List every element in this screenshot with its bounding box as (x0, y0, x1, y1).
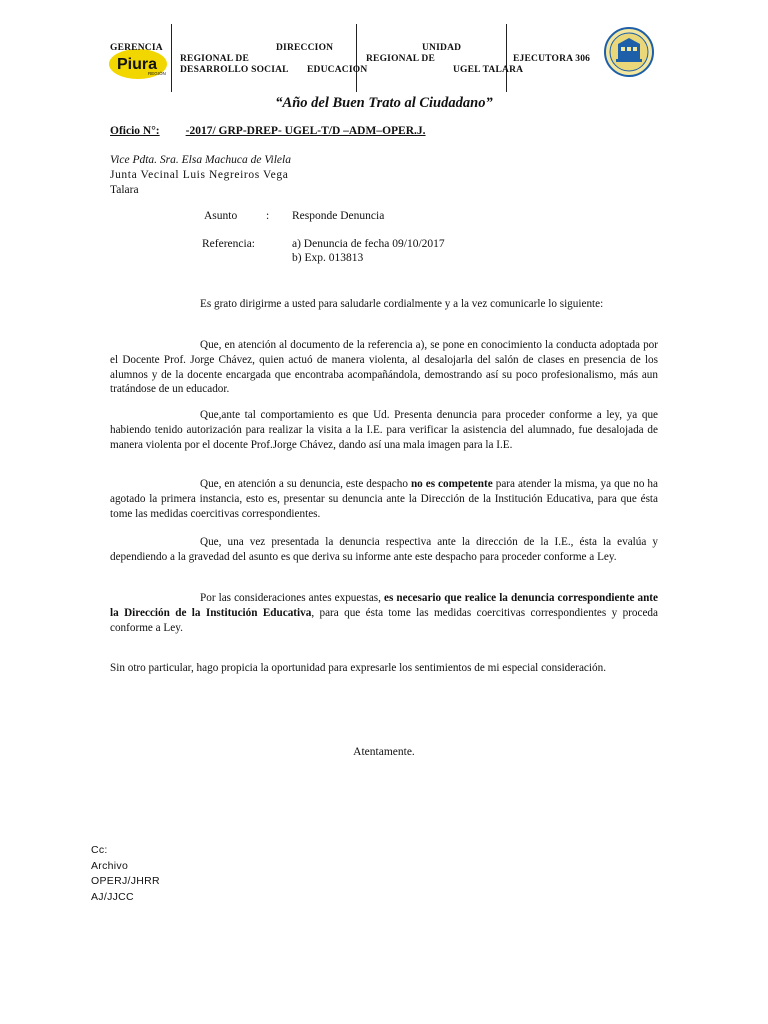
header-divider (171, 24, 172, 92)
cc-item: OPERJ/JHRR (91, 875, 160, 887)
asunto-separator: : (266, 210, 270, 222)
paragraph-complaint: Que,ante tal comportamiento es que Ud. Presenta denuncia para proceder conforme a ley, ya que habiendo tenido autorización para realizar la visita a la I.E. para verificar la asistencia del alumnado, fue desalojada de manera violenta por el docente Prof.Jorge Chávez, dando así una mala imagen para la I.E. (110, 409, 658, 451)
header-direccion-line3: EDUCACION (307, 65, 368, 75)
paragraph-competence: Que, en atención a su denuncia, este despacho no es competente para atender la misma, ya que no ha agotado la primera instancia, esto es, presentar su denuncia ante la Dirección de la Institución Educativa, para que ésta tome las medidas coercitivas correspondientes. (110, 478, 658, 520)
logo-subtext: REGIÓN (148, 71, 166, 76)
cc-item: AJ/JJCC (91, 890, 134, 903)
oficio-label: Oficio N°: (110, 125, 160, 137)
cc-block (91, 843, 160, 905)
addressee-organization: Junta Vecinal Luis Negreiros Vega (110, 169, 289, 181)
oficio-number (110, 125, 426, 137)
header-gerencia-line1: GERENCIA (110, 43, 163, 53)
header-direccion-line2: REGIONAL DE (366, 54, 435, 64)
header-gerencia-line3: DESARROLLO SOCIAL (180, 65, 289, 75)
referencia-b: b) Exp. 013813 (292, 252, 364, 264)
paragraph-procedure: Que, una vez presentada la denuncia respectiva ante la dirección de la I.E., ésta la evalúa y dependiendo a la gravedad del asunto es que deriva su informe ante este despacho para proceder conforme a Ley. (110, 536, 658, 563)
logo-text: Piura (117, 56, 158, 73)
header-gerencia-line2: REGIONAL DE (180, 54, 249, 64)
closing-text: Atentamente. (353, 746, 415, 758)
paragraph-greeting: Es grato dirigirme a usted para saludarle cordialmente y a la vez comunicarle lo siguiente: (200, 298, 604, 310)
year-motto: “Año del Buen Trato al Ciudadano” (275, 95, 493, 111)
referencia-a: a) Denuncia de fecha 09/10/2017 (292, 238, 445, 250)
header-direccion-line1: DIRECCION (276, 43, 334, 53)
addressee-name: Vice Pdta. Sra. Elsa Machuca de Vilela (110, 154, 291, 166)
paragraph-conclusion: Por las consideraciones antes expuestas, es necesario que realice la denuncia correspondiente ante la Dirección de la Institución Educativa, para que ésta tome las medidas coercitivas correspondientes y proceda conforme a Ley. (110, 592, 658, 634)
header-divider (356, 24, 357, 92)
asunto-value: Responde Denuncia (292, 210, 385, 222)
addressee-block (110, 153, 291, 198)
referencia-label: Referencia: (202, 238, 255, 250)
header-unidad-line2: EJECUTORA 306 (513, 54, 591, 64)
cc-label: Cc: (91, 844, 108, 856)
paragraph-conduct: Que, en atención al documento de la referencia a), se pone en conocimiento la conducta adoptada por el Docente Prof. Jorge Chávez, quien actuó de manera violenta, al desalojarla del salón de clases en presencia de los alumnos y de la docente encargada que encontraba acompañándola, demostrando así su poco profesionalismo, más aun tratándose de un educador. (110, 339, 658, 396)
ugel-seal-icon (604, 27, 654, 77)
cc-item: Archivo (91, 859, 129, 872)
oficio-code: -2017/ GRP-DREP- UGEL-T/D –ADM–OPER.J. (185, 125, 426, 137)
asunto-label: Asunto (204, 210, 238, 222)
paragraph-farewell: Sin otro particular, hago propicia la oportunidad para expresarle los sentimientos de mi especial consideración. (110, 662, 606, 674)
header-unidad-line3: UGEL TALARA (453, 65, 524, 75)
addressee-city: Talara (110, 184, 139, 196)
header-divider (506, 24, 507, 92)
header-unidad-line1: UNIDAD (422, 43, 462, 53)
